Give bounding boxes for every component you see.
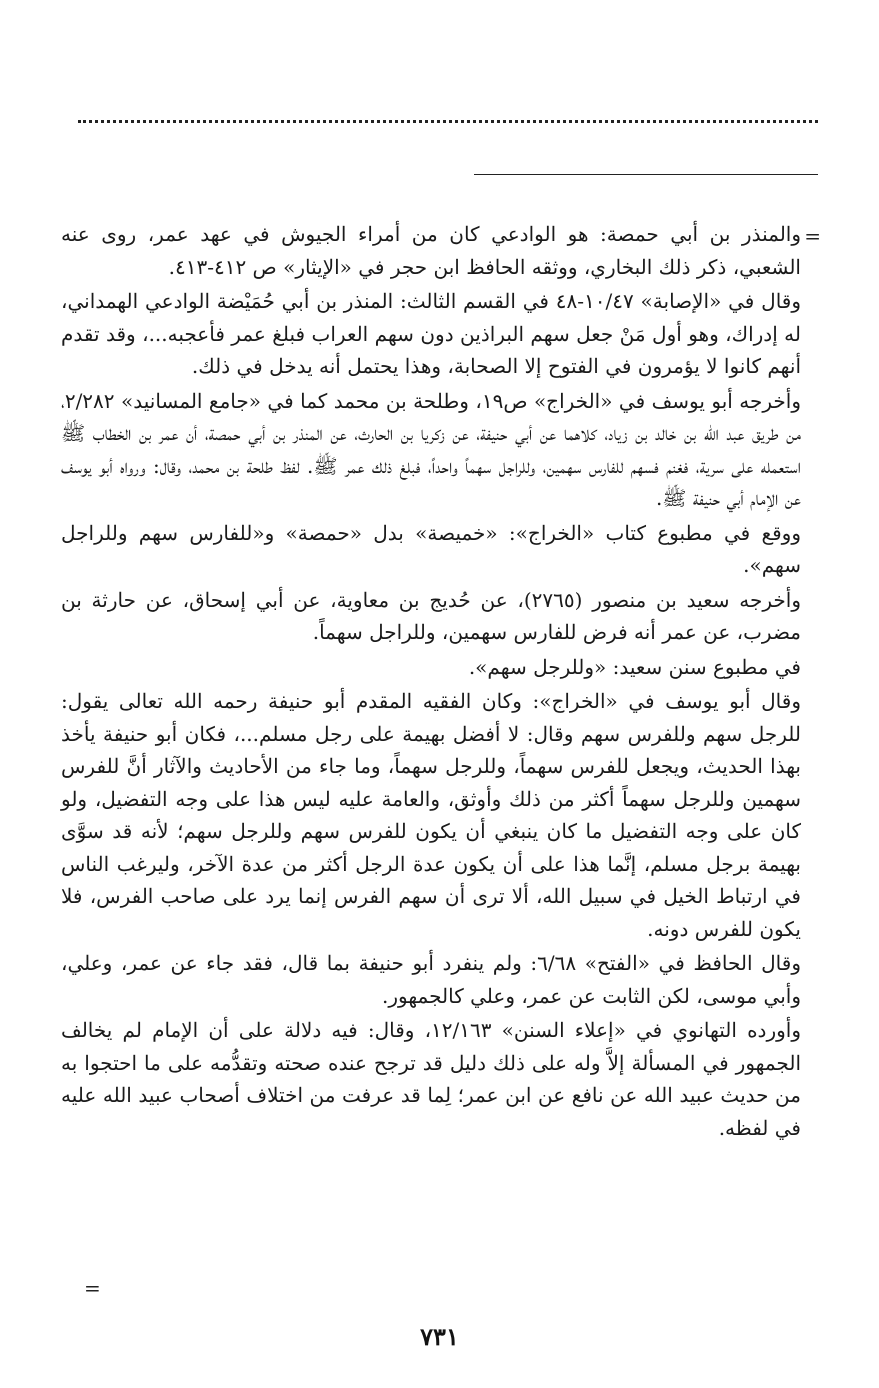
footnote-separator: [474, 174, 818, 175]
page-number: ٧٣١: [420, 1322, 459, 1351]
continuation-mark-bottom: =: [84, 1276, 101, 1300]
footnote-paragraph: والمنذر بن أبي حمصة: هو الوادعي كان من أمراء الجيوش في عهد عمر، روى عنه الشعبي، ذكر ذلك البخاري، ووثقه الحافظ ابن حجر في «الإيثار» ص ٤١٢-٤١٣.: [61, 222, 801, 279]
footnote-paragraph: وأورده التهانوي في «إعلاء السنن» ١٢/١٦٣، وقال: فيه دلالة على أن الإمام لم يخالف الجمهور في المسألة إلاَّ وله على ذلك دليل قد ترجح عنده صحته وتقدُّمه على ما احتجوا به من حديث عبيد الله عن نافع عن ابن عمر؛ لِما قد عرفت من اختلاف أصحاب عبيد الله عليه في لفظه.: [61, 1018, 801, 1140]
footnote-paragraph: وقال الحافظ في «الفتح» ٦/٦٨: ولم ينفرد أبو حنيفة بما قال، فقد جاء عن عمر، وعلي، وأبي موسى، لكن الثابت عن عمر، وعلي كالجمهور.: [61, 951, 801, 1008]
footnote-paragraph: وقال في «الإصابة» ١٠/٤٧-٤٨ في القسم الثالث: المنذر بن أبي حُمَيْضة الوادعي الهمداني، له إدراك، وهو أول مَنْ جعل سهم البراذين دون سهم العراب فبلغ عمر فأعجبه...، وقد تقدم أنهم كانوا لا يؤمرون في الفتوح إلا الصحابة، وهذا يحتمل أنه يدخل في ذلك.: [61, 289, 802, 378]
footnote-paragraph: وأخرجه أبو يوسف في «الخراج» ص١٩، وطلحة بن محمد كما في «جامع المسانيد» ٢/٢٨٢، من طريق عبد الله بن خالد بن زياد، كلاهما عن أبي حنيفة، عن زكريا بن الحارث، عن المنذر بن أبي حمصة، أن عمر بن الخطاب ﷺ استعمله على سرية، فغنم فسهم للفارس سهمين، وللراجل سهماً واحداً، فبلغ ذلك عمر ﷺ. لفظ طلحة بن محمد، وقال: ورواه أبو يوسف عن الإمام أبي حنيفة ﷺ.: [61, 388, 802, 510]
footnote-body: [61, 218, 801, 1146]
continuation-mark-top: =: [804, 224, 821, 248]
dotted-separator: [78, 120, 818, 123]
footnote-paragraph: وأخرجه سعيد بن منصور (٢٧٦٥)، عن حُديج بن معاوية، عن أبي إسحاق، عن حارثة بن مضرب، عن عمر أنه فرض للفارس سهمين، وللراجل سهماً.: [61, 587, 801, 644]
footnote-paragraph: وقال أبو يوسف في «الخراج»: وكان الفقيه المقدم أبو حنيفة رحمه الله تعالى يقول: للرجل سهم وللفرس سهم وقال: لا أفضل بهيمة على رجل مسلم...، فكان أبو حنيفة يأخذ بهذا الحديث، ويجعل للفرس سهماً، وللرجل سهماً، وما جاء من الأحاديث والآثار أنَّ للفرس سهمين وللرجل سهماً أكثر من ذلك وأوثق، والعامة عليه ليس هذا على وجه التفضيل، ولو كان على وجه التفضيل ما كان ينبغي أن يكون للفرس سهم وللرجل سهم؛ لأنه قد سوَّى بهيمة برجل مسلم، إنَّما هذا على أن يكون عدة الرجل أكثر من عدة الآخر، وليرغب الناس في ارتباط الخيل في سبيل الله، ألا ترى أن سهم الفرس إنما يرد على صاحب الفرس، فلا يكون للفرس دونه.: [61, 689, 801, 941]
footnote-paragraph: ووقع في مطبوع كتاب «الخراج»: «خميصة» بدل «حمصة» و«للفارس سهم وللراجل سهم».: [61, 520, 801, 577]
footnote-paragraph: في مطبوع سنن سعيد: «وللرجل سهم».: [468, 654, 801, 679]
